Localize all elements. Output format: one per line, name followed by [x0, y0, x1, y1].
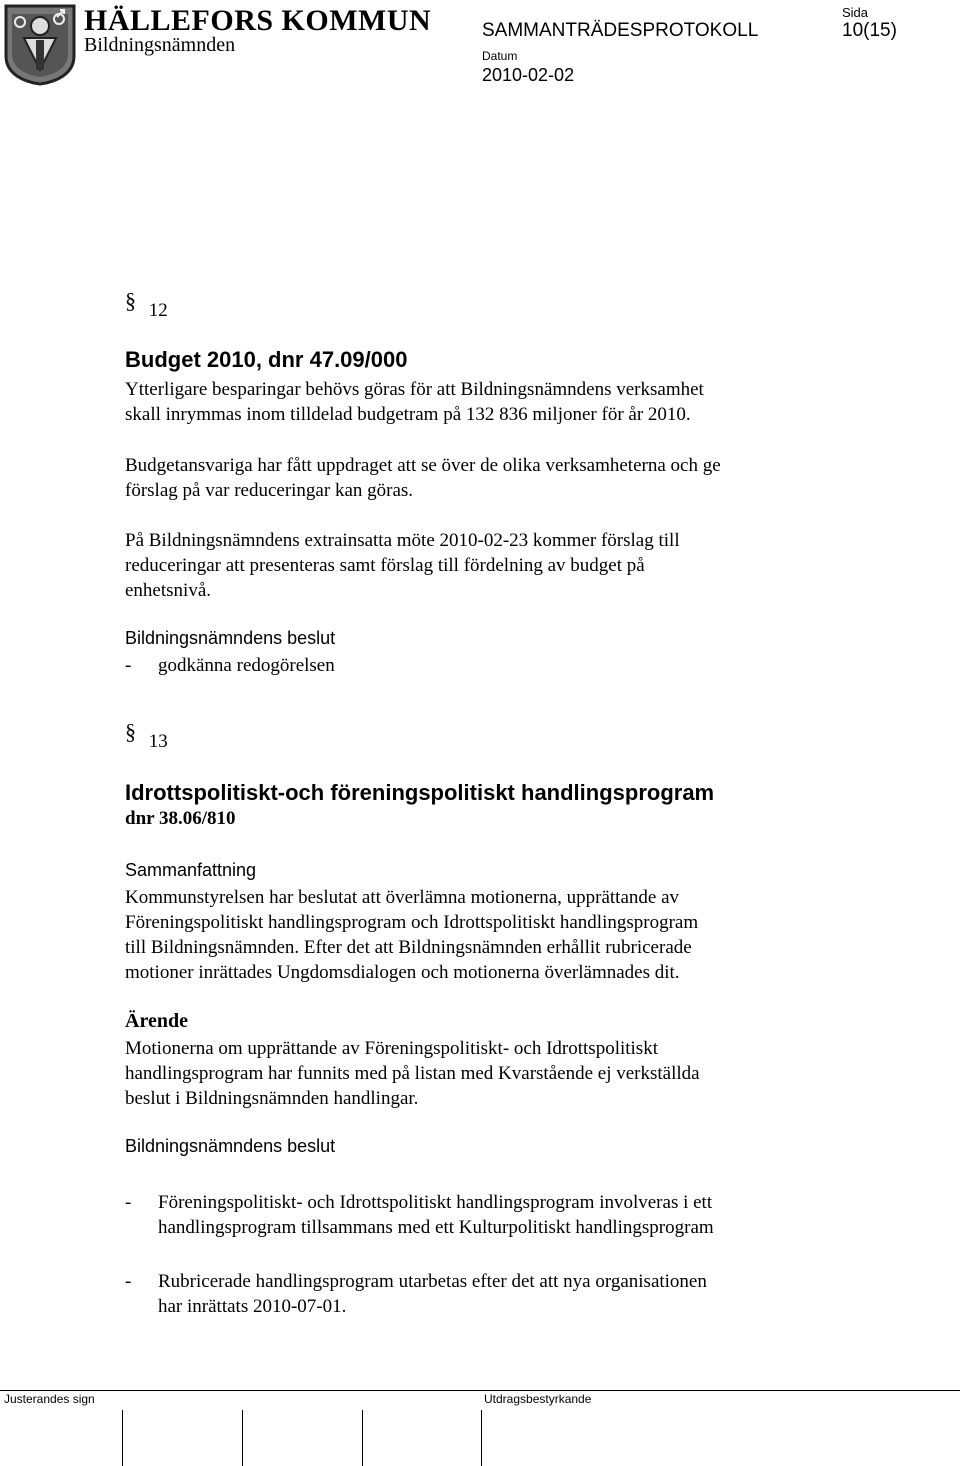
text-line: har inrättats 2010-07-01.: [158, 1296, 347, 1317]
section-12-decision-heading: Bildningsnämndens beslut: [125, 628, 336, 648]
section-12-decision-item: [125, 653, 335, 678]
section-12-title: Budget 2010, dnr 47.09/000: [125, 347, 408, 372]
doc-type: SAMMANTRÄDESPROTOKOLL: [482, 20, 759, 41]
text-line: Budgetansvariga har fått uppdraget att se över de olika verksamheterna och ge: [125, 455, 721, 476]
signature-box-divider: [242, 1410, 243, 1466]
text-line: skall inrymmas inom tilldelad budgetram på 132 836 miljoner för år 2010.: [125, 404, 691, 425]
text-line: förslag på var reduceringar kan göras.: [125, 480, 414, 501]
text-line: Rubricerade handlingsprogram utarbetas efter det att nya organisationen: [158, 1271, 707, 1292]
summary-paragraph: [125, 885, 698, 985]
text-line: beslut i Bildningsnämnden handlingar.: [125, 1088, 419, 1109]
section-12-paragraph-1: [125, 377, 704, 427]
page-label: Sida: [842, 5, 869, 20]
signature-box-divider: [122, 1410, 123, 1466]
signature-box-divider: [362, 1410, 363, 1466]
org-name: HÄLLEFORS KOMMUN: [84, 4, 432, 37]
date-value: 2010-02-02: [482, 65, 575, 85]
case-paragraph: [125, 1036, 700, 1111]
text-line: Föreningspolitiskt- och Idrottspolitiskt handlingsprogram involveras i ett: [158, 1192, 713, 1213]
section-13-title: Idrottspolitiskt-och föreningspolitiskt handlingsprogram: [125, 780, 715, 805]
text-line: Kommunstyrelsen har beslutat att överlämna motionerna, upprättande av: [125, 887, 679, 908]
text-line: Föreningspolitiskt handlingsprogram och Idrottspolitiskt handlingsprogram: [125, 912, 699, 933]
signature-label: Justerandes sign: [4, 1392, 95, 1406]
section-number: 13: [148, 731, 168, 752]
municipal-coat-of-arms-icon: [4, 4, 76, 86]
section-13-decision-heading: Bildningsnämndens beslut: [125, 1136, 336, 1156]
date-label: Datum: [482, 49, 518, 63]
text-line: motioner inrättades Ungdomsdialogen och motionerna överlämnades dit.: [125, 962, 680, 983]
summary-heading: Sammanfattning: [125, 860, 257, 880]
dept-name: Bildningsnämnden: [84, 34, 236, 56]
list-dash: -: [125, 1192, 132, 1213]
text-line: handlingsprogram tillsammans med ett Kulturpolitiskt handlingsprogram: [158, 1217, 714, 1238]
text-line: reduceringar att presenteras samt förslag till fördelning av budget på: [125, 555, 645, 576]
extract-label: Utdragsbestyrkande: [484, 1392, 592, 1406]
text-line: Motionerna om upprättande av Föreningspolitiskt- och Idrottspolitiskt: [125, 1038, 658, 1059]
footer-divider: [0, 1390, 960, 1391]
list-dash: -: [125, 655, 132, 676]
case-heading: Ärende: [125, 1010, 188, 1032]
section-12-number: [125, 288, 168, 322]
list-item-text: godkänna redogörelsen: [158, 655, 335, 676]
section-13-number: [125, 719, 168, 753]
list-dash: -: [125, 1271, 132, 1292]
text-line: På Bildningsnämndens extrainsatta möte 2010-02-23 kommer förslag till: [125, 530, 680, 551]
text-line: till Bildningsnämnden. Efter det att Bildningsnämnden erhållit rubricerade: [125, 937, 692, 958]
paragraph-sign: §: [125, 719, 136, 744]
section-12-paragraph-3: [125, 528, 680, 603]
section-number: 12: [148, 300, 168, 321]
section-12-paragraph-2: [125, 453, 721, 503]
text-line: enhetsnivå.: [125, 580, 212, 601]
page-number: 10(15): [842, 20, 897, 41]
text-line: handlingsprogram har funnits med på listan med Kvarstående ej verkställda: [125, 1063, 700, 1084]
paragraph-sign: §: [125, 288, 136, 313]
signature-box-divider: [481, 1410, 482, 1466]
text-line: Ytterligare besparingar behövs göras för att Bildningsnämndens verksamhet: [125, 379, 704, 400]
section-13-dnr: dnr 38.06/810: [125, 808, 236, 829]
